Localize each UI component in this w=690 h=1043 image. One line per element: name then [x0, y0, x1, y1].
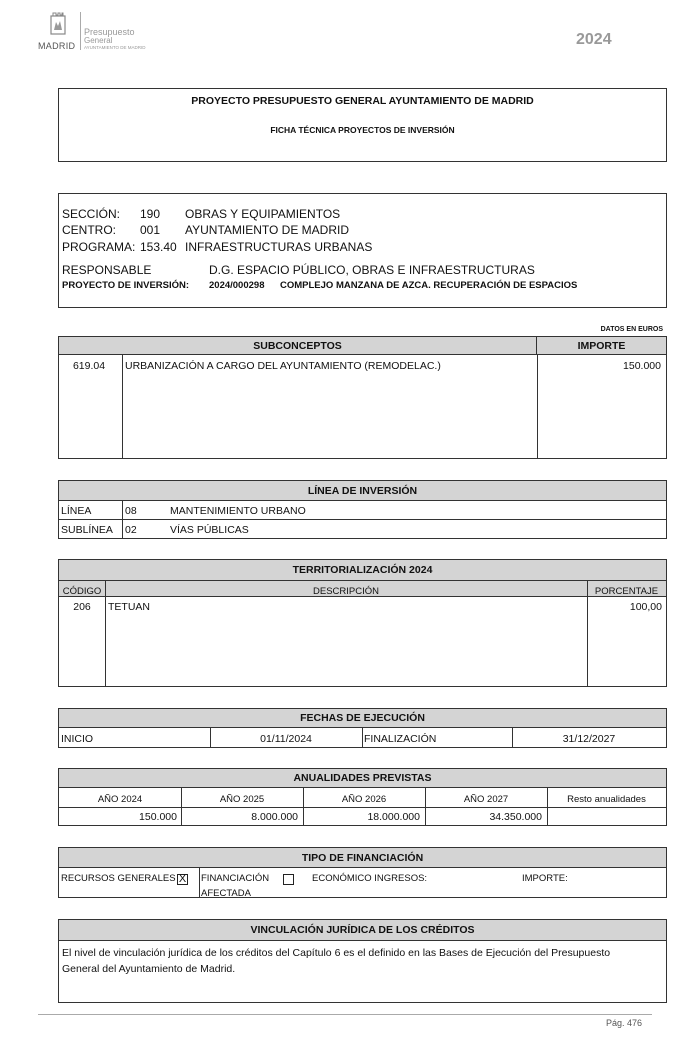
fechas-header-label: FECHAS DE EJECUCIÓN: [300, 712, 425, 724]
linea-name: MANTENIMIENTO URBANO: [170, 505, 306, 517]
anualidades-table: [58, 768, 667, 826]
economico-ingresos-label: ECONÓMICO INGRESOS:: [312, 873, 428, 884]
territorio-porcentaje: 100,00: [629, 601, 662, 613]
sublinea-code: 02: [125, 524, 137, 536]
title-box: [58, 88, 667, 162]
programa-name: INFRAESTRUCTURAS URBANAS: [185, 240, 373, 254]
responsable-value: D.G. ESPACIO PÚBLICO, OBRAS E INFRAESTRUCTURAS: [209, 263, 535, 277]
vinculacion-table: [58, 919, 667, 1003]
madrid-logo: [38, 12, 80, 52]
financiacion-table: [58, 847, 667, 898]
divider: [537, 355, 538, 458]
seccion-label: SECCIÓN:: [62, 207, 121, 221]
sublinea-name: VÍAS PÚBLICAS: [170, 524, 249, 536]
fin-value: 31/12/2027: [562, 733, 616, 745]
anualidad-col-2027: AÑO 2027: [463, 794, 509, 805]
financiacion-afectada-label-line2: AFECTADA: [201, 888, 251, 899]
vinculacion-header: [59, 920, 666, 941]
footer-rule: [38, 1014, 652, 1015]
col-descripcion: DESCRIPCIÓN: [313, 586, 379, 597]
proyecto-code: 2024/000298: [209, 280, 265, 291]
divider: [122, 355, 123, 458]
fin-label: FINALIZACIÓN: [364, 733, 437, 745]
centro-label: CENTRO:: [62, 223, 116, 237]
document-subtitle: FICHA TÉCNICA PROYECTOS DE INVERSIÓN: [270, 125, 455, 135]
recursos-generales-checkbox[interactable]: X: [178, 873, 187, 885]
brand-line3: AYUNTAMIENTO DE MADRID: [84, 45, 146, 50]
anualidad-value-2026: 18.000.000: [367, 811, 420, 823]
financiacion-afectada-label-line1: FINANCIACIÓN: [201, 873, 270, 884]
col-porcentaje: PORCENTAJE: [594, 586, 659, 597]
subconcepto-importe: 150.000: [623, 360, 661, 372]
recursos-generales-label: RECURSOS GENERALES: [61, 873, 176, 884]
linea-label: LÍNEA: [61, 505, 92, 517]
responsable-label: RESPONSABLE: [62, 263, 152, 277]
page-number: Pág. 476: [606, 1018, 643, 1028]
subconceptos-header-label: SUBCONCEPTOS: [253, 340, 342, 352]
linea-inversion-header: [59, 481, 666, 501]
anualidad-value-2025: 8.000.000: [251, 811, 298, 823]
divider: [59, 519, 666, 520]
anualidad-col-2024: AÑO 2024: [97, 794, 143, 805]
subconcepto-desc: URBANIZACIÓN A CARGO DEL AYUNTAMIENTO (REMODELAC.): [125, 360, 441, 372]
logo-divider: [80, 12, 81, 50]
seccion-code: 190: [140, 207, 161, 221]
centro-code: 001: [140, 223, 161, 237]
financiacion-header-label: TIPO DE FINANCIACIÓN: [301, 852, 424, 864]
territorializacion-header: [59, 560, 666, 581]
fechas-table: [58, 708, 667, 748]
territorio-descripcion: TETUAN: [108, 601, 150, 613]
linea-inversion-table: [58, 480, 667, 539]
currency-note: DATOS EN EUROS: [600, 326, 663, 333]
subconceptos-table: [58, 336, 667, 459]
financiacion-afectada-checkbox[interactable]: [283, 874, 294, 885]
importe-header-label: IMPORTE: [577, 340, 626, 352]
proyecto-name: COMPLEJO MANZANA DE AZCA. RECUPERACIÓN DE ESPACIOS: [280, 280, 578, 291]
linea-code: 08: [125, 505, 137, 517]
programa-code: 153.40: [140, 240, 177, 254]
city-crest-icon: [38, 12, 80, 40]
seccion-name: OBRAS Y EQUIPAMIENTOS: [185, 207, 341, 221]
divider: [59, 807, 666, 808]
divider: [362, 728, 363, 747]
divider: [122, 501, 123, 538]
anualidad-col-2026: AÑO 2026: [341, 794, 387, 805]
programa-label: PROGRAMA:: [62, 240, 136, 254]
anualidades-header-label: ANUALIDADES PREVISTAS: [293, 772, 432, 784]
linea-inversion-header-label: LÍNEA DE INVERSIÓN: [307, 485, 418, 497]
document-title: PROYECTO PRESUPUESTO GENERAL AYUNTAMIENTO DE MADRID: [191, 95, 534, 107]
anualidades-header: [59, 769, 666, 788]
inicio-value: 01/11/2024: [260, 733, 312, 745]
subconceptos-header: [59, 337, 537, 355]
centro-name: AYUNTAMIENTO DE MADRID: [185, 223, 350, 237]
project-info-box: [58, 193, 667, 308]
fechas-header: [59, 709, 666, 728]
anualidad-value-2024: 150.000: [139, 811, 177, 823]
anualidad-col-2025: AÑO 2025: [219, 794, 265, 805]
subconcepto-code: 619.04: [72, 360, 106, 372]
brand-line2: General: [84, 36, 113, 45]
brand-line1: Presupuesto: [84, 27, 135, 37]
inicio-label: INICIO: [61, 733, 94, 745]
importe-label: IMPORTE:: [522, 873, 568, 884]
col-codigo: CÓDIGO: [62, 586, 102, 597]
vinculacion-text: El nivel de vinculación jurídica de los créditos del Capítulo 6 es el definido en las Bases de Ejecución del Presupuesto General del Ayuntamiento de Madrid.: [62, 947, 611, 975]
territorializacion-header-label: TERRITORIALIZACIÓN 2024: [292, 564, 433, 576]
vinculacion-header-label: VINCULACIÓN JURÍDICA DE LOS CRÉDITOS: [250, 924, 475, 936]
anualidad-col-resto: Resto anualidades: [567, 794, 646, 805]
proyecto-label: PROYECTO DE INVERSIÓN:: [62, 280, 190, 291]
sublinea-label: SUBLÍNEA: [61, 524, 113, 536]
territorializacion-table: [58, 559, 667, 687]
anualidad-value-2027: 34.350.000: [489, 811, 542, 823]
territorio-codigo: 206: [73, 601, 91, 613]
page-year: 2024: [576, 31, 612, 48]
financiacion-header: [59, 848, 666, 868]
logo-city-name: MADRID: [38, 41, 76, 51]
divider: [199, 868, 200, 897]
importe-header: [537, 337, 666, 355]
